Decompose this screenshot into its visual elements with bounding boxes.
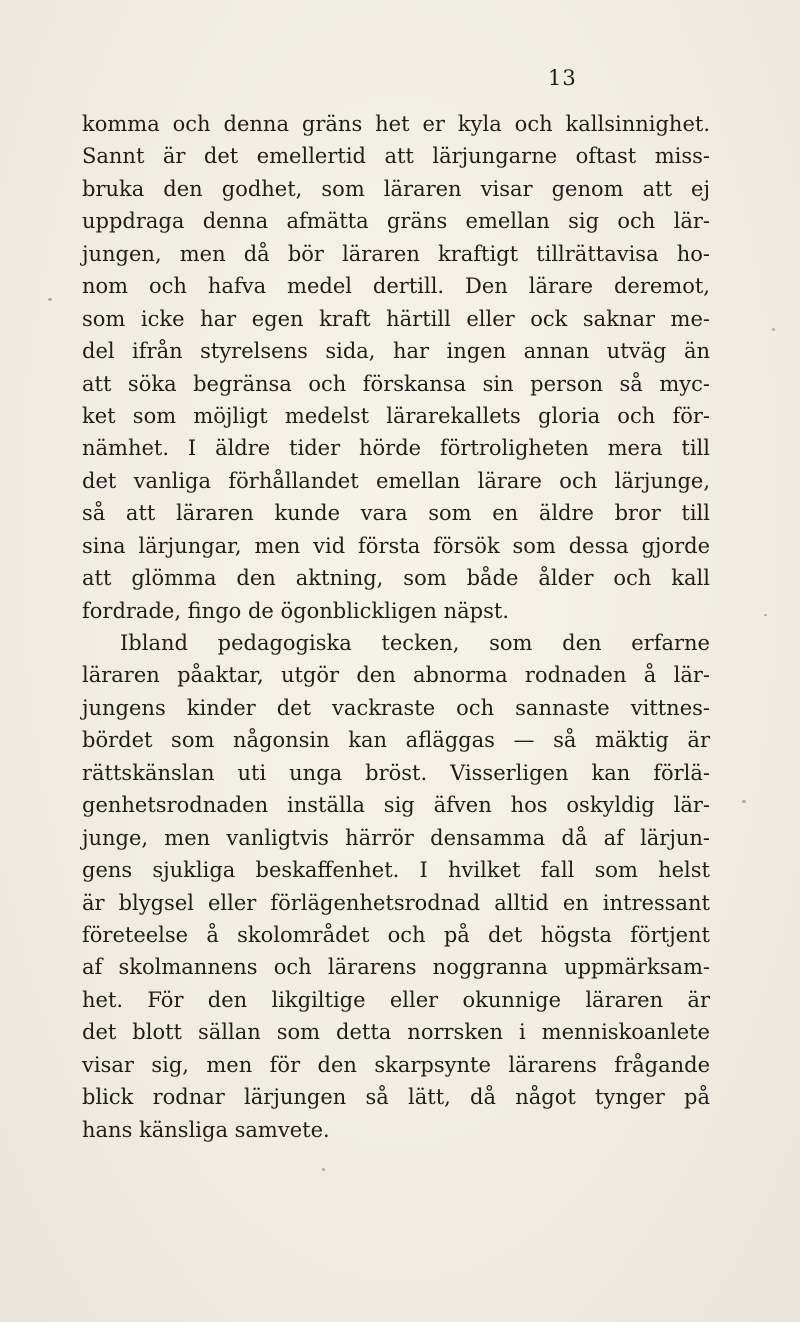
text-line: det vanliga förhållandet emellan lärare och lärjunge, xyxy=(82,468,710,493)
text-line: sina lärjungar, men vid första försök som dessa gjorde xyxy=(82,533,710,558)
text-line: fordrade, fingo de ögonblickligen näpst. xyxy=(82,598,510,623)
text-line: det blott sällan som detta norrsken i menniskoanlete xyxy=(82,1020,710,1045)
text-line: blick rodnar lärjungen så lätt, då något tynger på xyxy=(82,1085,710,1110)
paper-speck xyxy=(48,298,52,301)
paper-speck xyxy=(772,328,775,331)
text-line: att glömma den aktning, som både ålder och kall xyxy=(82,566,710,591)
text-line: så att läraren kunde vara som en äldre bror till xyxy=(82,501,710,526)
text-line: läraren påaktar, utgör den abnorma rodnaden å lär- xyxy=(82,663,710,688)
text-line: Sannt är det emellertid att lärjungarne oftast miss- xyxy=(82,144,710,169)
text-line: del ifrån styrelsens sida, har ingen annan utväg än xyxy=(82,339,710,364)
text-line: företeelse å skolområdet och på det högsta förtjent xyxy=(82,922,710,947)
text-line: bruka den godhet, som läraren visar genom att ej xyxy=(82,176,710,201)
text-line: gens sjukliga beskaffenhet. I hvilket fall som helst xyxy=(82,858,710,883)
text-line: rättskänslan uti unga bröst. Visserligen kan förlä- xyxy=(82,760,710,785)
text-line: junge, men vanligtvis härrör densamma då af lärjun- xyxy=(82,825,710,850)
text-line: genhetsrodnaden inställa sig äfven hos oskyldig lär- xyxy=(82,793,710,818)
text-line: nom och hafva medel dertill. Den lärare deremot, xyxy=(82,274,710,299)
text-line: hans känsliga samvete. xyxy=(82,1117,330,1142)
text-line: nämhet. I äldre tider hörde förtroligheten mera till xyxy=(82,436,710,461)
paper-speck xyxy=(322,1168,325,1171)
paper-speck xyxy=(764,614,767,616)
text-line: att söka begränsa och förskansa sin person så myc- xyxy=(82,371,710,396)
page-number: 13 xyxy=(548,66,577,90)
paper-speck xyxy=(742,800,746,803)
text-line: ket som möjligt medelst lärarekallets gloria och för- xyxy=(82,403,710,428)
text-line: visar sig, men för den skarpsynte lärarens frågande xyxy=(82,1052,710,1077)
body-text xyxy=(82,108,710,1146)
text-line: af skolmannens och lärarens noggranna uppmärksam- xyxy=(82,955,710,980)
text-line: het. För den likgiltige eller okunnige läraren är xyxy=(82,987,710,1012)
text-line: jungen, men då bör läraren kraftigt tillrättavisa ho- xyxy=(82,241,710,266)
text-line: bördet som någonsin kan afläggas — så mäktig är xyxy=(82,728,710,753)
text-line: Ibland pedagogiska tecken, som den erfarne xyxy=(120,631,710,655)
text-line: som icke har egen kraft härtill eller ock saknar me- xyxy=(82,306,710,331)
text-line: uppdraga denna afmätta gräns emellan sig och lär- xyxy=(82,209,710,234)
text-line: är blygsel eller förlägenhetsrodnad alltid en intressant xyxy=(82,890,710,915)
text-line: jungens kinder det vackraste och sannaste vittnes- xyxy=(82,695,710,720)
text-line: komma och denna gräns het er kyla och kallsinnighet. xyxy=(82,112,710,136)
